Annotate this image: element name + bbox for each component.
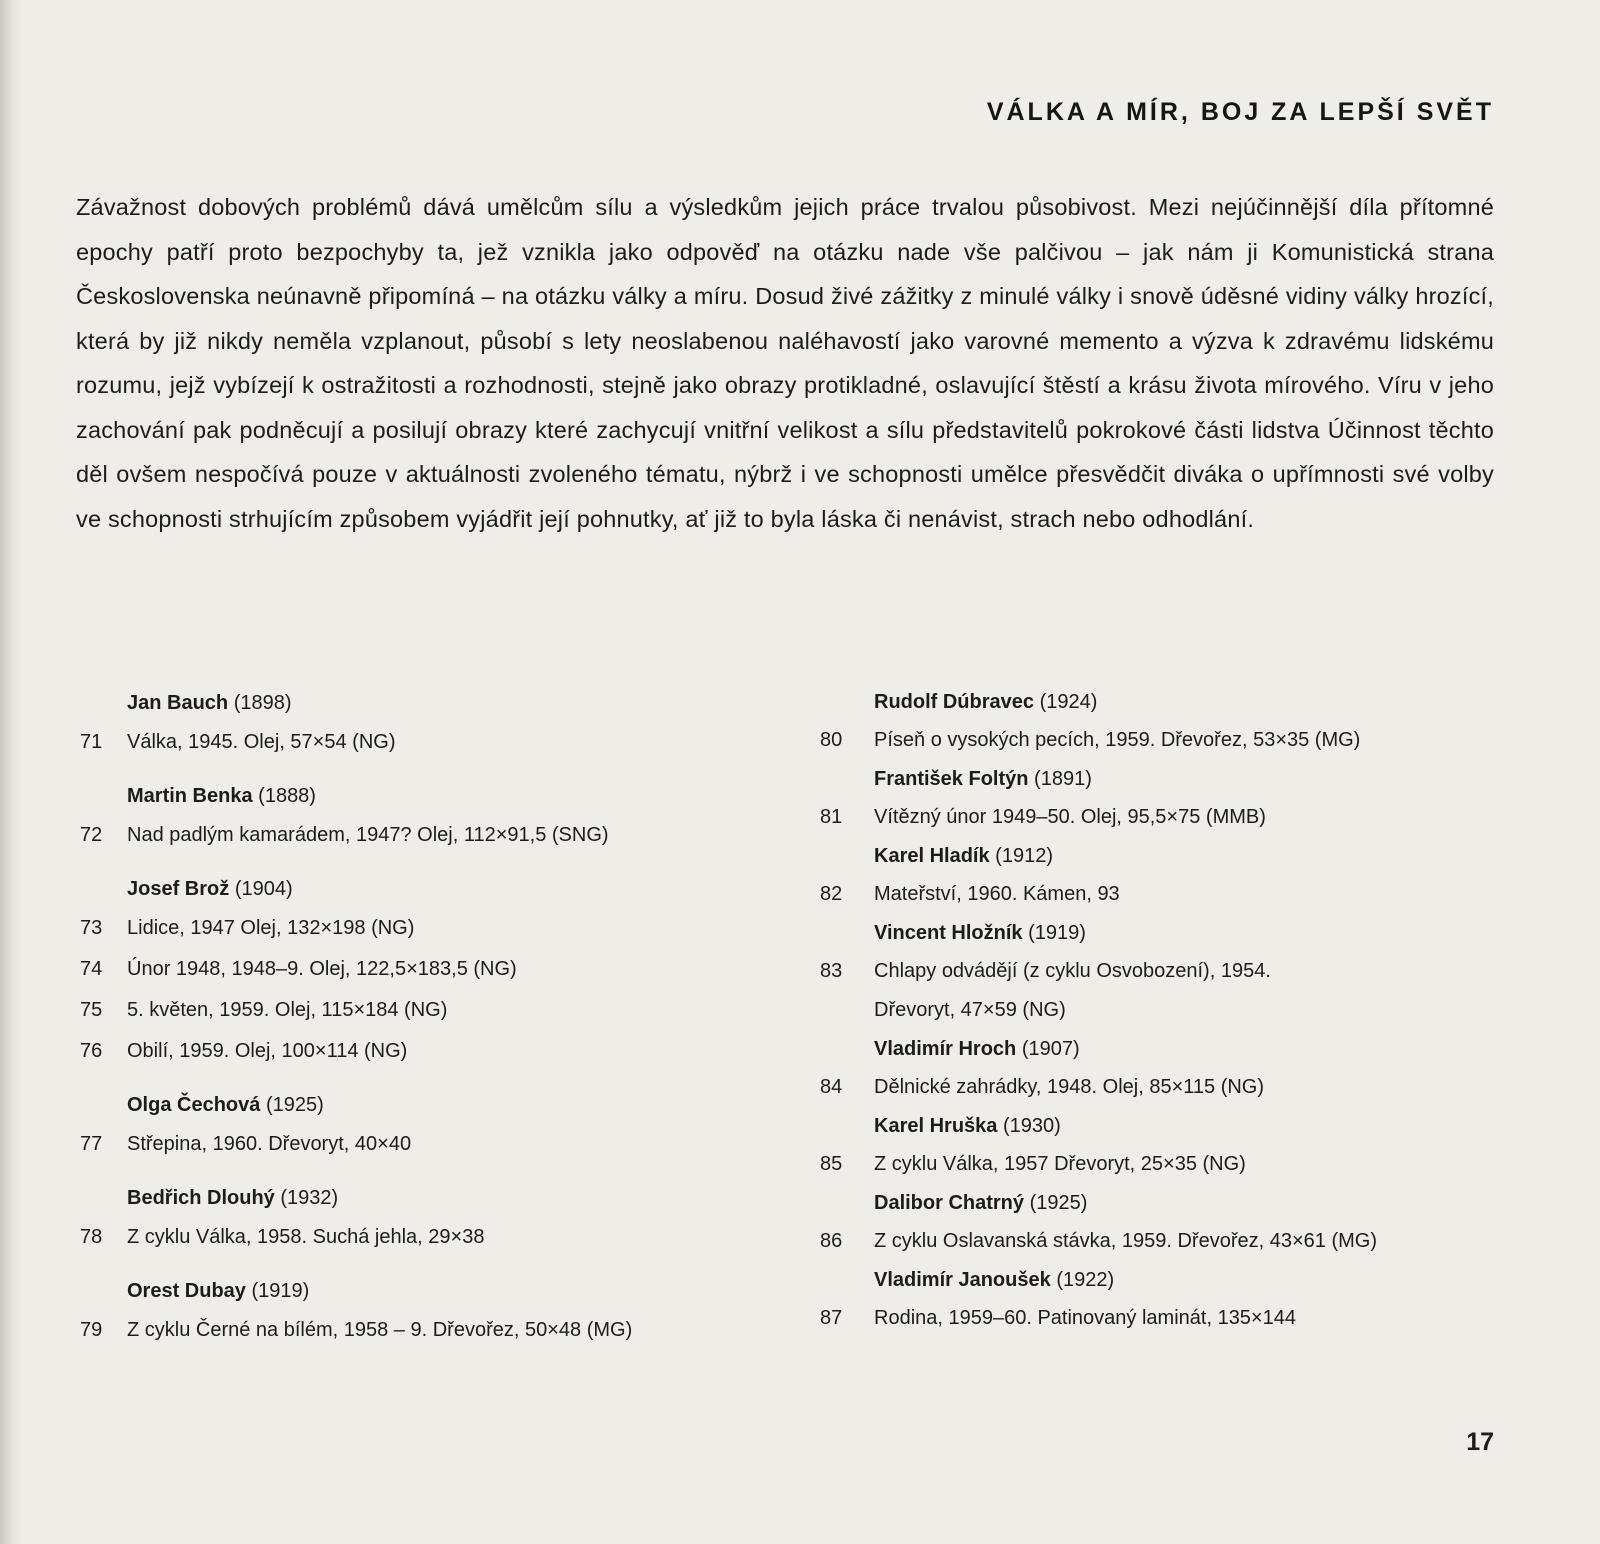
entry-description: Z cyklu Oslavanská stávka, 1959. Dřevořez, 43×61 (MG) bbox=[874, 1230, 1377, 1252]
artist-group bbox=[80, 684, 740, 763]
entry-number: 84 bbox=[820, 1076, 843, 1098]
artist-name: Dalibor Chatrný bbox=[874, 1192, 1025, 1214]
artist-group bbox=[80, 1179, 740, 1258]
entry-description: Mateřství, 1960. Kámen, 93 bbox=[874, 883, 1120, 905]
entry-description: Lidice, 1947 Olej, 132×198 (NG) bbox=[127, 917, 415, 939]
entry-description: Nad padlým kamarádem, 1947? Olej, 112×91,5 (SNG) bbox=[127, 824, 609, 846]
artist-heading bbox=[80, 684, 740, 722]
artist-name: Vladimír Janoušek bbox=[874, 1269, 1051, 1291]
entry-number: 72 bbox=[80, 824, 103, 846]
entry-description: Válka, 1945. Olej, 57×54 (NG) bbox=[127, 731, 396, 753]
artist-group bbox=[820, 683, 1520, 760]
artist-heading bbox=[820, 1107, 1520, 1145]
artist-heading bbox=[820, 760, 1520, 798]
entry-number: 79 bbox=[80, 1319, 103, 1341]
artist-years: (1907) bbox=[1021, 1038, 1080, 1060]
entry-number: 81 bbox=[820, 806, 843, 828]
catalog-entry bbox=[80, 990, 740, 1031]
entry-number: 82 bbox=[820, 883, 843, 905]
entry-description: Rodina, 1959–60. Patinovaný laminát, 135×144 bbox=[874, 1307, 1296, 1329]
entry-number: 77 bbox=[80, 1133, 103, 1155]
entry-description: Z cyklu Černé na bílém, 1958 – 9. Dřevořez, 50×48 (MG) bbox=[127, 1319, 633, 1341]
artist-years: (1925) bbox=[1029, 1192, 1088, 1214]
artist-heading bbox=[80, 777, 740, 815]
artist-name: Karel Hruška bbox=[874, 1115, 998, 1137]
entry-description: Střepina, 1960. Dřevoryt, 40×40 bbox=[127, 1133, 412, 1155]
artist-heading bbox=[820, 1184, 1520, 1222]
artist-name: Vincent Hložník bbox=[874, 922, 1023, 944]
entry-description bbox=[874, 952, 1520, 1030]
catalog-entry bbox=[820, 798, 1520, 837]
catalog-entry bbox=[80, 949, 740, 990]
artist-years: (1924) bbox=[1039, 691, 1098, 713]
catalog-entry bbox=[80, 908, 740, 949]
artist-name: Karel Hladík bbox=[874, 845, 990, 867]
catalog-entry bbox=[80, 1124, 740, 1165]
artist-group bbox=[820, 1261, 1520, 1338]
catalog-entry bbox=[80, 1310, 740, 1351]
entry-number: 86 bbox=[820, 1230, 843, 1252]
artist-heading bbox=[820, 1030, 1520, 1068]
entry-description: Únor 1948, 1948–9. Olej, 122,5×183,5 (NG) bbox=[127, 958, 517, 980]
entry-number: 73 bbox=[80, 917, 103, 939]
catalog-entry bbox=[80, 722, 740, 763]
catalog-entry bbox=[820, 952, 1520, 1030]
entry-number: 83 bbox=[820, 960, 843, 982]
artist-name: Bedřich Dlouhý bbox=[127, 1187, 275, 1209]
artist-heading bbox=[80, 1179, 740, 1217]
artist-years: (1891) bbox=[1034, 768, 1092, 790]
artist-name: Orest Dubay bbox=[127, 1280, 246, 1302]
artist-group bbox=[80, 870, 740, 1072]
artist-years: (1925) bbox=[265, 1094, 324, 1116]
catalog-entry bbox=[820, 875, 1520, 914]
artist-group bbox=[820, 914, 1520, 1030]
entry-number: 75 bbox=[80, 999, 103, 1021]
artist-heading bbox=[80, 1272, 740, 1310]
entry-number: 74 bbox=[80, 958, 103, 980]
artist-group bbox=[820, 1030, 1520, 1107]
entry-description: Píseň o vysokých pecích, 1959. Dřevořez, 53×35 (MG) bbox=[874, 729, 1361, 751]
artist-heading bbox=[820, 1261, 1520, 1299]
entry-number: 71 bbox=[80, 731, 103, 753]
artist-heading bbox=[820, 683, 1520, 721]
entry-description: Dělnické zahrádky, 1948. Olej, 85×115 (NG) bbox=[874, 1076, 1265, 1098]
entry-number: 76 bbox=[80, 1040, 103, 1062]
catalog-right-column bbox=[820, 683, 1520, 1338]
entry-description-line: Dřevoryt, 47×59 (NG) bbox=[874, 999, 1066, 1021]
artist-years: (1919) bbox=[1028, 922, 1086, 944]
catalog-entry bbox=[820, 1145, 1520, 1184]
catalog-entry bbox=[820, 1222, 1520, 1261]
artist-years: (1932) bbox=[280, 1187, 339, 1209]
artist-heading bbox=[820, 837, 1520, 875]
artist-years: (1888) bbox=[258, 785, 316, 807]
entry-description: Z cyklu Válka, 1958. Suchá jehla, 29×38 bbox=[127, 1226, 485, 1248]
entry-description: Z cyklu Válka, 1957 Dřevoryt, 25×35 (NG) bbox=[874, 1153, 1246, 1175]
entry-description-line: Chlapy odvádějí (z cyklu Osvobození), 1954. bbox=[874, 960, 1271, 982]
intro-paragraph: Závažnost dobových problémů dává umělcům sílu a výsledkům jejich práce trvalou působivost. Mezi nejúčinnější díla přítomné epochy patří proto bezpochyby ta, jež vznikla jako odpověď na otázku nade vše palčivou – jak nám ji Komunistická strana Československa neúnavně připomíná – na otázku války a míru. Dosud živé zážitky z minulé války i snově úděsné vidiny války hrozící, která by již nikdy neměla vzplanout, působí s lety neoslabenou naléhavostí jako varovné memento a výzva k zdravému lidskému rozumu, jejž vybízejí k ostražitosti a rozhodnosti, stejně jako obrazy protikladné, oslavující štěstí a krásu života mírového. Víru v jeho zachování pak podněcují a posilují obrazy které zachycují vnitřní velikost a sílu představitelů pokrokové části lidstva Účinnost těchto děl ovšem nespočívá pouze v aktuálnosti zvoleného tématu, nýbrž i ve schopnosti umělce přesvědčit diváka o upřímnosti své volby ve schopnosti strhujícím způsobem vyjádřit její pohnutky, ať již to byla láska či nenávist, strach nebo odhodlání. bbox=[76, 194, 1494, 532]
catalog-entry bbox=[820, 1299, 1520, 1338]
section-heading: VÁLKA A MÍR, BOJ ZA LEPŠÍ SVĚT bbox=[986, 98, 1494, 126]
artist-years: (1919) bbox=[251, 1280, 310, 1302]
page-binding-shadow bbox=[0, 0, 22, 1544]
artist-years: (1904) bbox=[234, 878, 293, 900]
artist-name: Jan Bauch bbox=[127, 692, 229, 714]
artist-heading bbox=[80, 870, 740, 908]
artist-group bbox=[80, 777, 740, 856]
catalog-entry bbox=[80, 1217, 740, 1258]
catalog-entry bbox=[80, 1031, 740, 1072]
artist-group bbox=[820, 837, 1520, 914]
artist-years: (1898) bbox=[233, 692, 292, 714]
page-number: 17 bbox=[1466, 1428, 1494, 1456]
artist-years: (1912) bbox=[995, 845, 1053, 867]
artist-name: Rudolf Dúbravec bbox=[874, 691, 1035, 713]
artist-name: Martin Benka bbox=[127, 785, 253, 807]
entry-number: 80 bbox=[820, 729, 843, 751]
entry-number: 85 bbox=[820, 1153, 843, 1175]
artist-group bbox=[820, 1184, 1520, 1261]
entry-number: 87 bbox=[820, 1307, 843, 1329]
catalog-entry bbox=[820, 721, 1520, 760]
artist-group bbox=[80, 1272, 740, 1351]
catalog-entry bbox=[820, 1068, 1520, 1107]
catalog-entry bbox=[80, 815, 740, 856]
entry-description: 5. květen, 1959. Olej, 115×184 (NG) bbox=[127, 999, 448, 1021]
catalog-left-column bbox=[80, 684, 740, 1351]
entry-description: Obilí, 1959. Olej, 100×114 (NG) bbox=[127, 1040, 408, 1062]
artist-group bbox=[820, 1107, 1520, 1184]
artist-group bbox=[80, 1086, 740, 1165]
artist-heading bbox=[820, 914, 1520, 952]
artist-name: Josef Brož bbox=[127, 878, 230, 900]
artist-years: (1922) bbox=[1056, 1269, 1115, 1291]
artist-name: Vladimír Hroch bbox=[874, 1038, 1017, 1060]
artist-name: Olga Čechová bbox=[127, 1094, 261, 1116]
artist-group bbox=[820, 760, 1520, 837]
artist-name: František Foltýn bbox=[874, 768, 1029, 790]
entry-description: Vítězný únor 1949–50. Olej, 95,5×75 (MMB) bbox=[874, 806, 1266, 828]
artist-years: (1930) bbox=[1002, 1115, 1061, 1137]
artist-heading bbox=[80, 1086, 740, 1124]
entry-number: 78 bbox=[80, 1226, 103, 1248]
